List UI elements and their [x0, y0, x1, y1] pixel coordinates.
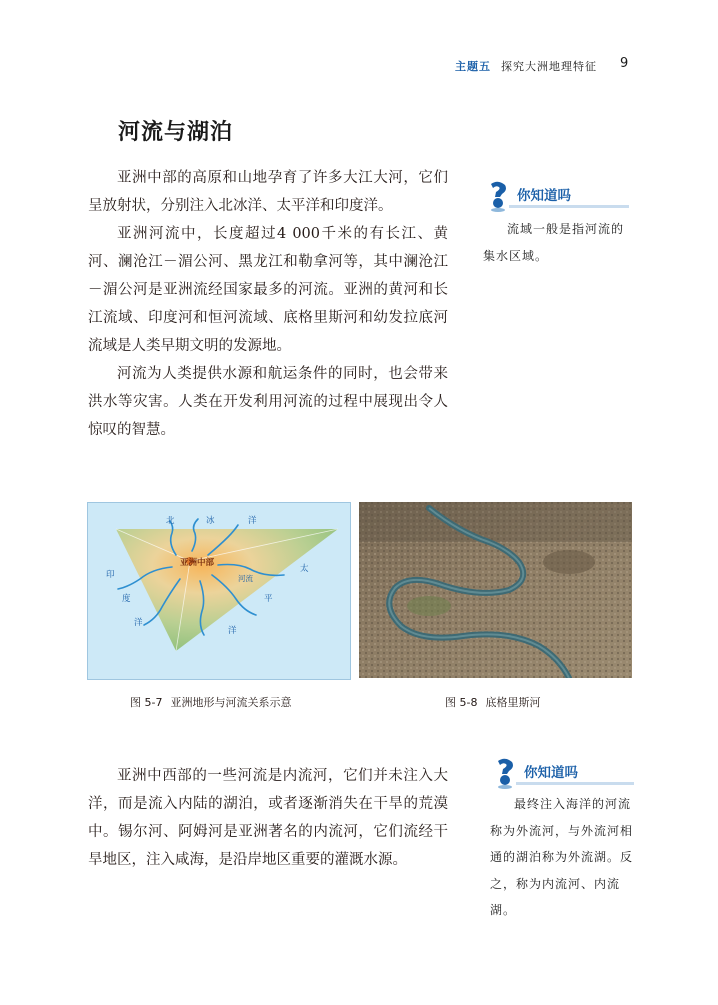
tip-header — [483, 180, 633, 210]
tip-text: 最终注入海洋的河流称为外流河，与外流河相通的湖泊称为外流湖。反之，称为内流河、内流湖。 — [490, 797, 634, 917]
paragraph: 亚洲中西部的一些河流是内流河，它们并未注入大洋，而是流入内陆的湖泊，或者逐渐消失在干旱的荒漠中。锡尔河、阿姆河是亚洲著名的内流河，它们流经干旱地区，注入咸海，是沿岸地区重要的灌溉水源。 — [88, 768, 448, 868]
caption-text: 亚洲地形与河流关系示意 — [170, 696, 292, 709]
running-header — [455, 58, 597, 74]
label-center: 亚洲中部 — [180, 558, 215, 568]
label-east-2: 平 — [264, 594, 273, 604]
paragraph: 亚洲中部的高原和山地孕育了许多大江大河，它们呈放射状，分别注入北冰洋、太平洋和印度洋。 — [88, 170, 448, 214]
caption-number: 图 5-7 — [130, 696, 163, 709]
caption-text: 底格里斯河 — [485, 696, 541, 709]
figure-tigris-photo — [359, 502, 632, 678]
section-title: 河流与湖泊 — [118, 120, 234, 145]
tip-text: 流域一般是指河流的集水区域。 — [483, 222, 625, 263]
terrain-river-diagram — [88, 503, 350, 679]
caption-figure-5-8 — [445, 694, 540, 710]
urban-patch — [543, 550, 595, 574]
label-east-3: 洋 — [228, 626, 237, 636]
tip-header — [490, 757, 640, 787]
paragraph: 河流为人类提供水源和航运条件的同时，也会带来洪水等灾害。人类在开发利用河流的过程中展现出令人惊叹的智慧。 — [88, 366, 448, 438]
body-text-bottom — [88, 762, 448, 874]
header-theme: 主题五 — [455, 60, 491, 73]
distant-haze — [359, 502, 632, 542]
caption-figure-5-7 — [130, 694, 291, 710]
header-subtitle: 探究大洲地理特征 — [501, 60, 597, 73]
body-text-top — [88, 164, 448, 444]
caption-number: 图 5-8 — [445, 696, 478, 709]
paragraph: 亚洲河流中，长度超过4 000千米的有长江、黄河、澜沧江－湄公河、黑龙江和勒拿河等，其中澜沧江－湄公河是亚洲流经国家最多的河流。亚洲的黄河和长江流域、印度河和恒河流域、底格里斯河和幼发拉底河流域是人类早期文明的发源地。 — [88, 226, 448, 354]
label-west-2: 度 — [122, 594, 131, 604]
label-north-3: 洋 — [248, 516, 257, 526]
aerial-photo — [359, 502, 632, 678]
label-west-1: 印 — [106, 570, 115, 580]
tip-underline — [509, 205, 629, 208]
label-east-1: 太 — [300, 564, 309, 574]
tip-body — [490, 791, 640, 924]
tip-title: 你知道吗 — [517, 188, 571, 204]
label-north-2: 冰 — [206, 516, 215, 526]
page-number: 9 — [620, 56, 629, 71]
did-you-know-box — [483, 180, 633, 269]
tip-body — [483, 216, 633, 269]
tip-underline — [516, 782, 634, 785]
tip-title: 你知道吗 — [524, 765, 578, 781]
did-you-know-box — [490, 757, 640, 924]
label-west-3: 洋 — [134, 618, 143, 628]
green-patch — [407, 596, 451, 616]
label-river: 河流 — [238, 574, 253, 583]
label-north-1: 北 — [166, 516, 175, 526]
figure-asia-terrain-rivers — [87, 502, 351, 680]
